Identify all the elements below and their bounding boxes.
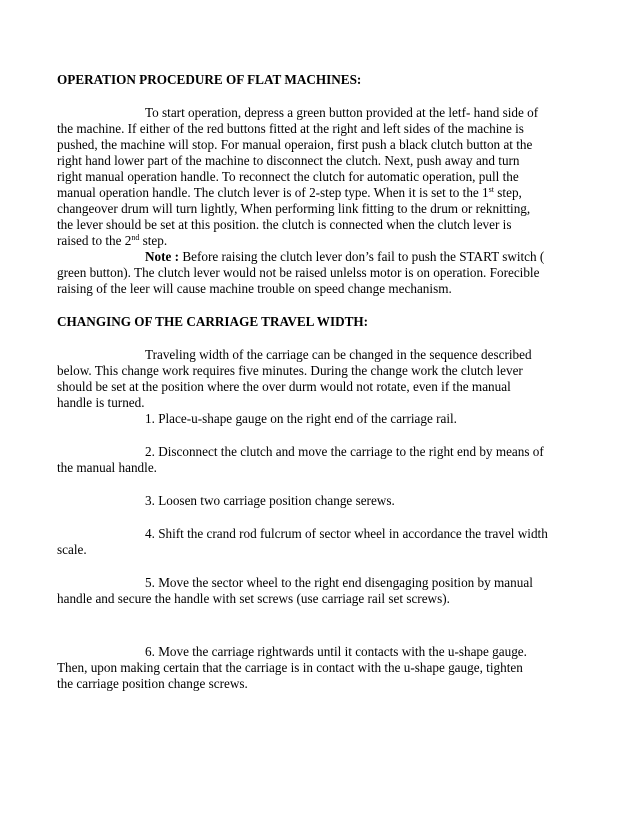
paragraph-line: should be set at the position where the over durm would not rotate, even if the manual <box>57 379 511 394</box>
paragraph-line: To start operation, depress a green button provided at the letf- hand side of <box>145 105 539 120</box>
step-6-continued: the carriage position change screws. <box>57 676 248 691</box>
paragraph-line: right hand lower part of the machine to disconnect the clutch. Next, push away and turn <box>57 153 520 168</box>
paragraph-line: pushed, the machine will stop. For manual operaion, first push a black clutch button at the <box>57 137 533 152</box>
step-6: 6. Move the carriage rightwards until it contacts with the u-shape gauge. <box>145 644 527 659</box>
text-span: step. <box>139 233 168 248</box>
note-line <box>145 249 544 265</box>
paragraph-line: the machine. If either of the red buttons fitted at the right and left sides of the machine is <box>57 121 524 136</box>
note-line: raising of the leer will cause machine trouble on speed change mechanism. <box>57 281 452 296</box>
text-span: Before raising the clutch lever don’s fail to push the START switch ( <box>179 249 545 264</box>
note-label: Note : <box>145 249 180 264</box>
paragraph-line: Traveling width of the carriage can be changed in the sequence described <box>145 347 532 362</box>
step-4: 4. Shift the crand rod fulcrum of sector wheel in accordance the travel width <box>145 526 548 541</box>
paragraph-line: handle is turned. <box>57 395 145 410</box>
text-span: manual operation handle. The clutch lever is of 2-step type. When it is set to the 1 <box>57 185 489 200</box>
section-heading-carriage: CHANGING OF THE CARRIAGE TRAVEL WIDTH: <box>57 314 369 329</box>
step-5-continued: handle and secure the handle with set screws (use carriage rail set screws). <box>57 591 450 606</box>
paragraph-line: below. This change work requires five minutes. During the change work the clutch lever <box>57 363 523 378</box>
step-5: 5. Move the sector wheel to the right end disengaging position by manual <box>145 575 533 590</box>
step-3: 3. Loosen two carriage position change serews. <box>145 493 395 508</box>
paragraph-line: changeover drum will turn lightly, When performing link fitting to the drum or reknitting, <box>57 201 531 216</box>
step-1: 1. Place-u-shape gauge on the right end of the carriage rail. <box>145 411 457 426</box>
text-span: raised to the 2 <box>57 233 132 248</box>
step-4-continued: scale. <box>57 542 87 557</box>
paragraph-line <box>57 185 522 201</box>
note-line: green button). The clutch lever would not be raised unlelss motor is on operation. Forecible <box>57 265 540 280</box>
step-6-continued: Then, upon making certain that the carriage is in contact with the u-shape gauge, tighten <box>57 660 523 675</box>
paragraph-line: the lever should be set at this position. the clutch is connected when the clutch lever is <box>57 217 512 232</box>
paragraph-line <box>57 233 167 249</box>
step-2-continued: the manual handle. <box>57 460 157 475</box>
text-span: step, <box>494 185 522 200</box>
step-2: 2. Disconnect the clutch and move the carriage to the right end by means of <box>145 444 544 459</box>
superscript: st <box>488 185 494 194</box>
section-heading-operation: OPERATION PROCEDURE OF FLAT MACHINES: <box>57 72 362 87</box>
superscript: nd <box>131 233 140 242</box>
paragraph-line: right manual operation handle. To reconnect the clutch for automatic operation, pull the <box>57 169 519 184</box>
